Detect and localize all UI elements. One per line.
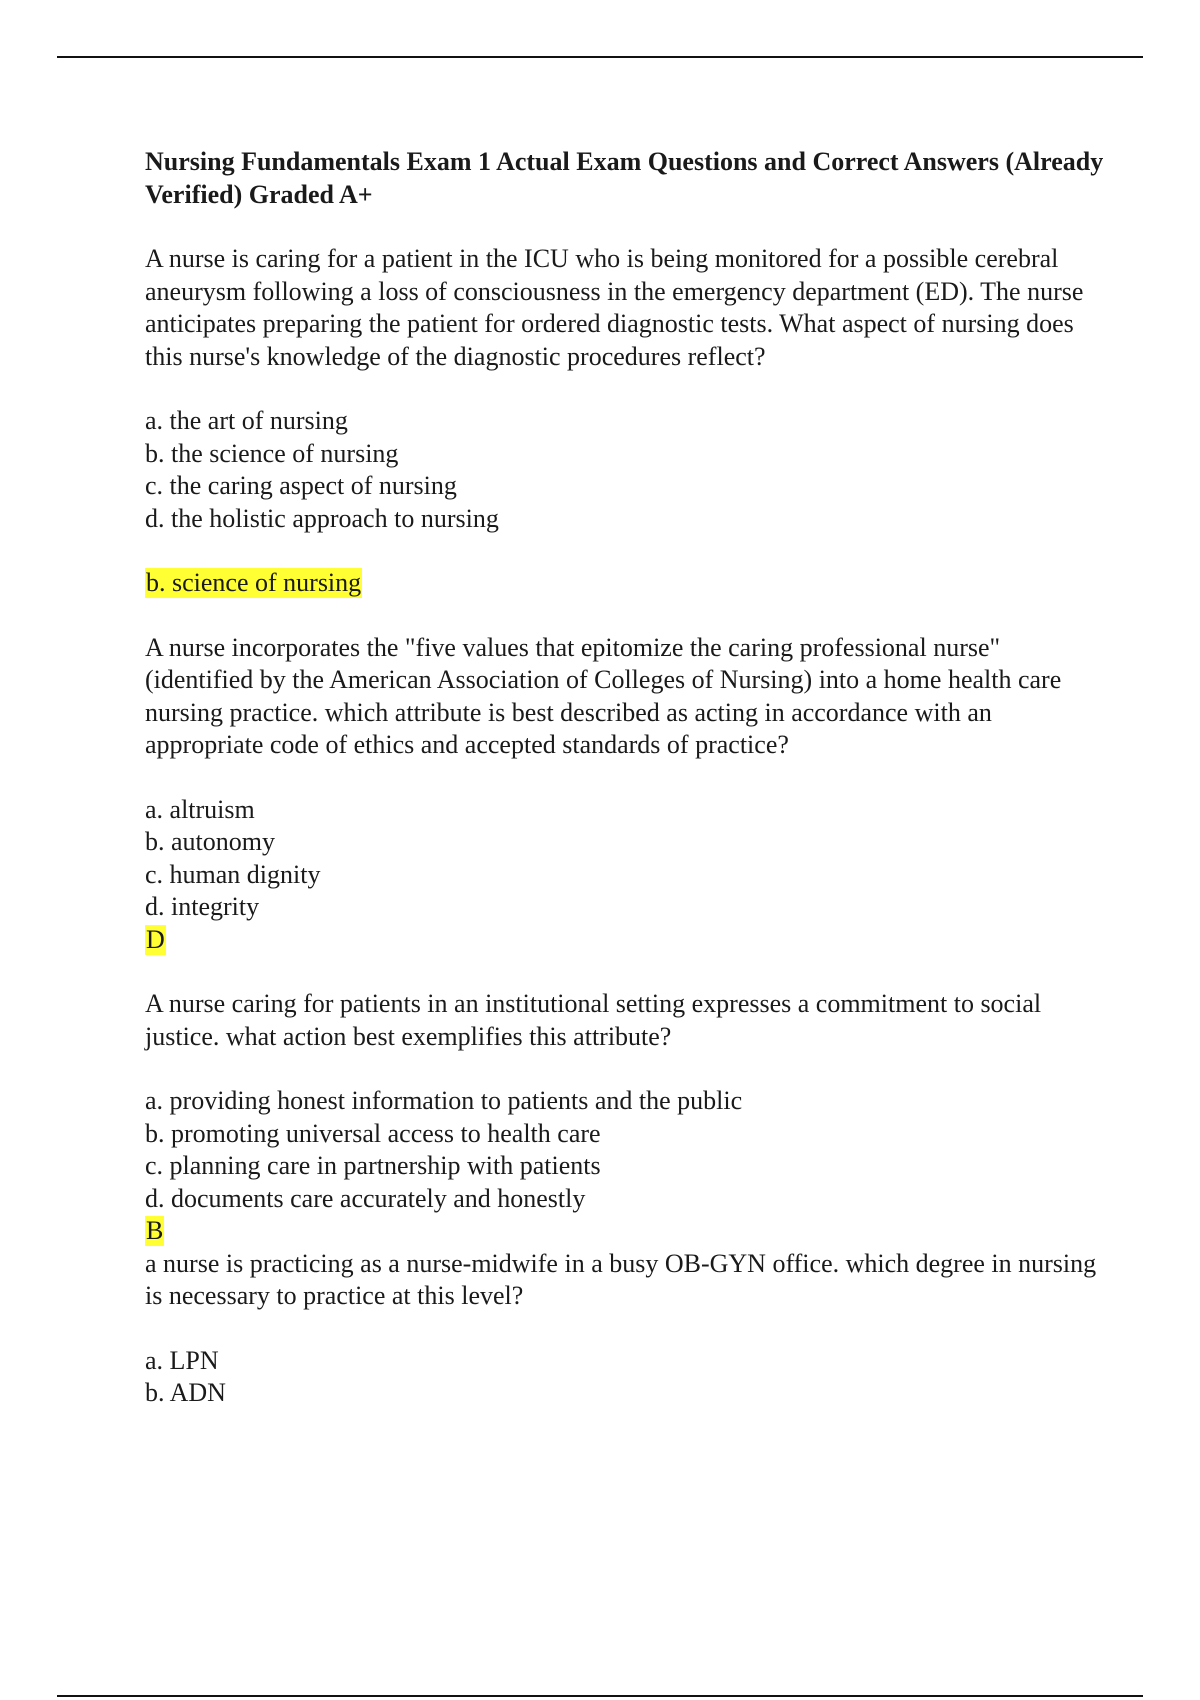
question-2-option-d: d. integrity (145, 892, 260, 921)
question-1-option-b: b. the science of nursing (145, 438, 399, 468)
question-1-options (145, 405, 1105, 535)
question-3-answer-line (145, 1215, 1105, 1248)
question-2-answer-line (145, 924, 1105, 957)
bottom-rule (57, 1695, 1143, 1697)
question-1-text: A nurse is caring for a patient in the ICU who is being monitored for a possible cerebral aneurysm following a loss of consciousness in the emergency department (ED). The nurse anticipates preparing the patient for ordered diagnostic tests. What aspect of nursing does this nurse's knowledge of the diagnostic procedures reflect? (145, 244, 1084, 371)
question-1-answer: b. science of nursing (146, 568, 362, 597)
question-4-option-a: a. LPN (145, 1345, 219, 1375)
question-2-options (145, 794, 1105, 924)
question-1-answer-line (145, 567, 1105, 600)
question-3-option-c: c. planning care in partnership with patients (145, 1151, 601, 1180)
question-2-answer: D (146, 924, 165, 954)
top-rule (57, 56, 1143, 58)
question-4-option-b: b. ADN (145, 1378, 226, 1407)
document-title: Nursing Fundamentals Exam 1 Actual Exam Questions and Correct Answers (Already Verified) Graded A+ (145, 147, 1104, 209)
question-2-option-a: a. altruism (145, 794, 255, 824)
question-3-option-d: d. documents care accurately and honestly (145, 1183, 586, 1213)
question-3-options (145, 1085, 1105, 1215)
question-1-option-a: a. the art of nursing (145, 406, 348, 435)
document-body (145, 146, 1105, 1410)
question-1-option-d: d. the holistic approach to nursing (145, 503, 499, 533)
question-2-option-c: c. human dignity (145, 859, 321, 889)
question-3-text: A nurse caring for patients in an institutional setting expresses a commitment to social justice. what action best exemplifies this attribute? (145, 989, 1042, 1051)
question-3-answer: B (146, 1216, 164, 1245)
question-2-option-b: b. autonomy (145, 827, 275, 856)
question-3-option-a: a. providing honest information to patients and the public (145, 1086, 743, 1115)
question-3-option-b: b. promoting universal access to health care (145, 1118, 601, 1148)
question-4-text: a nurse is practicing as a nurse-midwife in a busy OB-GYN office. which degree in nursing is necessary to practice at this level? (145, 1248, 1097, 1310)
question-2-text: A nurse incorporates the "five values that epitomize the caring professional nurse" (identified by the American Association of Colleges of Nursing) into a home health care nursing practice. which attribute is best described as acting in accordance with an appropriate code of ethics and accepted standards of practice? (145, 632, 1062, 759)
question-1-option-c: c. the caring aspect of nursing (145, 471, 457, 500)
question-4-options (145, 1345, 1105, 1410)
